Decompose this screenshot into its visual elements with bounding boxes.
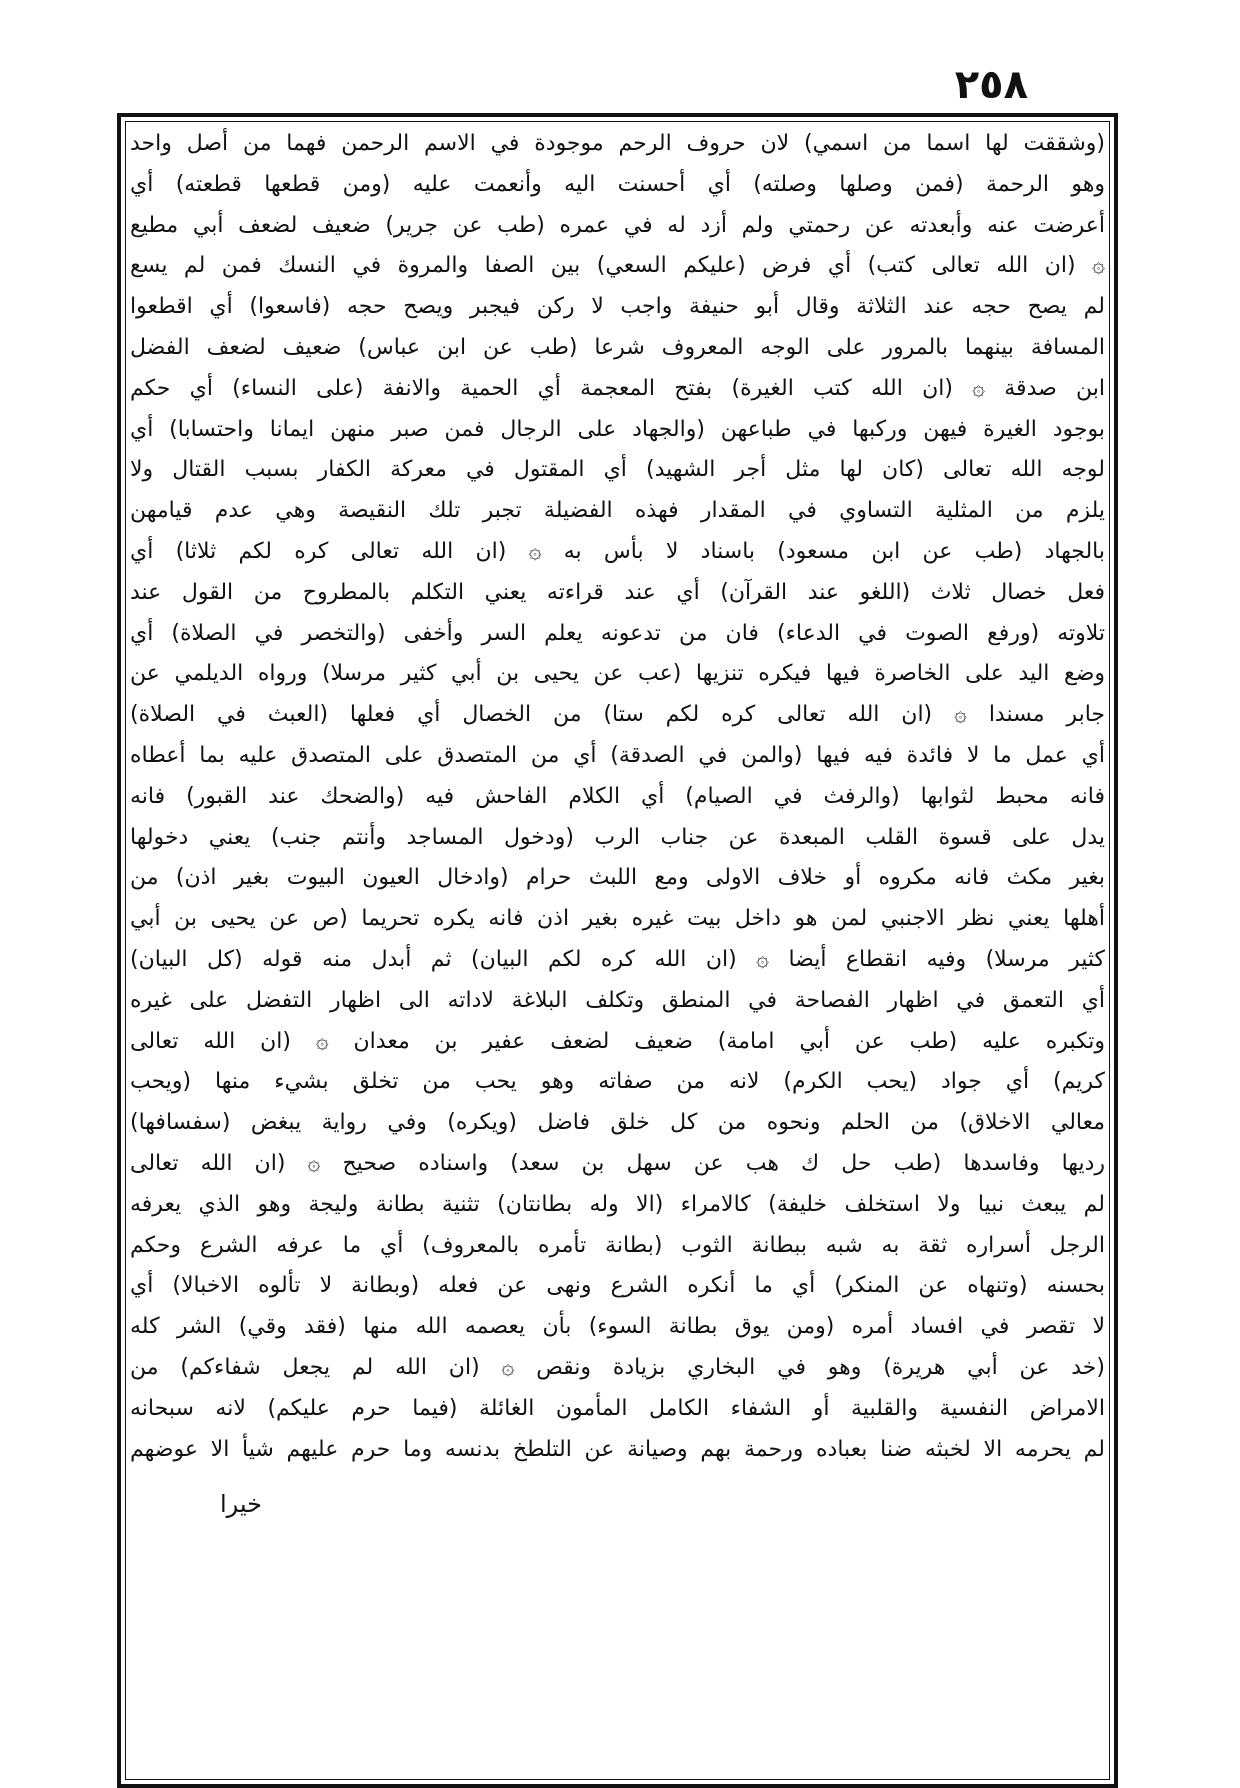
page-number: ٢٥٨ — [954, 62, 1028, 108]
text-line: بالجهاد (طب عن ابن مسعود) باسناد لا بأس به ۞ (ان الله تعالى كره لكم ثلاثا) أي — [130, 538, 1105, 564]
text-line: جابر مسندا ۞ (ان الله تعالى كره لكم ستا) من الخصال أي فعلها (العبث في الصلاة) — [130, 702, 1105, 728]
text-line: لم يصح حجه عند الثلاثة وقال أبو حنيفة واجب لا ركن فيجبر ويصح حجه (فاسعوا) أي اقطعوا — [130, 294, 1105, 320]
text-line: لوجه الله تعالى (كان لها مثل أجر الشهيد) أي المقتول في معركة الكفار بسبب القتال ولا — [130, 457, 1105, 483]
text-line: وهو الرحمة (فمن وصلها وصلته) أي أحسنت اليه وأنعمت عليه (ومن قطعها قطعته) أي — [130, 171, 1105, 197]
text-line: ۞ (ان الله تعالى كتب) أي فرض (عليكم السعي) بين الصفا والمروة في النسك فمن لم يسع — [130, 253, 1105, 279]
text-line: (وشققت لها اسما من اسمي) لان حروف الرحم موجودة في الاسم الرحمن فهما من أصل واحد — [130, 131, 1105, 156]
main-text — [130, 124, 1105, 1470]
text-line: لا تقصر في افساد أمره (ومن يوق بطانة السوء) بأن يعصمه الله منها (فقد وقي) الشر كله — [130, 1314, 1105, 1340]
text-line: كثير مرسلا) وفيه انقطاع أيضا ۞ (ان الله كره لكم البيان) ثم أبدل منه قوله (كل البيان) — [130, 946, 1105, 972]
catchword: خيرا — [220, 1490, 262, 1518]
text-line: معالي الاخلاق) من الحلم ونحوه من كل خلق فاضل (ويكره) وفي رواية يبغض (سفسافها) — [130, 1110, 1105, 1136]
text-line: كريم) أي جواد (يحب الكرم) لانه من صفاته وهو يحب من تخلق بشيء منها (ويحب — [130, 1069, 1105, 1095]
text-line: الرجل أسراره ثقة به شبه ببطانة الثوب (بطانة تأمره بالمعروف) أي ما عرفه الشرع وحكم — [130, 1232, 1105, 1258]
text-line: فانه محبط لثوابها (والرفث في الصيام) أي الكلام الفاحش فيه (والضحك عند القبور) فانه — [130, 783, 1105, 809]
text-line: بغير مكث فانه مكروه أو خلاف الاولى ومع اللبث حرام (وادخال العيون البيوت بغير اذن) من — [130, 865, 1105, 891]
text-line: (خد عن أبي هريرة) وهو في البخاري بزيادة ونقص ۞ (ان الله لم يجعل شفاءكم) من — [130, 1354, 1105, 1380]
text-line: وتكبره عليه (طب عن أبي امامة) ضعيف لضعف عفير بن معدان ۞ (ان الله تعالى — [130, 1028, 1105, 1054]
text-line: بوجود الغيرة فيهن وركبها في طباعهن (والجهاد على الرجال فمن صبر منهن ايمانا واحتسابا) أي — [130, 416, 1105, 442]
text-line: أي عمل ما لا فائدة فيه فيها (والمن في الصدقة) أي من المتصدق على المتصدق عليه بما أعطاه — [130, 742, 1105, 768]
text-line: أي التعمق في اظهار الفصاحة في المنطق وتكلف البلاغة لاداته الى اظهار التفضل على غيره — [130, 987, 1105, 1013]
text-line: الامراض النفسية والقلبية أو الشفاء الكامل المأمون الغائلة (فيما حرم عليكم) لانه سبحانه — [130, 1395, 1105, 1421]
text-line: رديها وفاسدها (طب حل ك هب عن سهل بن سعد) واسناده صحيح ۞ (ان الله تعالى — [130, 1150, 1105, 1176]
text-line: أعرضت عنه وأبعدته عن رحمتي ولم أزد له في عمره (طب عن جرير) ضعيف لضعف أبي مطيع — [130, 212, 1105, 238]
text-line: بحسنه (وتنهاه عن المنكر) أي ما أنكره الشرع ونهى عن فعله (وبطانة لا تألوه الاخبالا) أي — [130, 1273, 1105, 1299]
text-line: وضع اليد على الخاصرة فيها فيكره تنزيها (عب عن يحيى بن أبي كثير مرسلا) ورواه الديلمي عن — [130, 661, 1105, 687]
text-line: يلزم من المثلية التساوي في المقدار فهذه الفضيلة تجبر تلك النقيصة وهي عدم قيامهن — [130, 498, 1105, 524]
text-line: أهلها يعني نظر الاجنبي لمن هو داخل بيت غيره بغير اذن فانه يكره تحريما (ص عن يحيى بن أبي — [130, 906, 1105, 932]
text-line: المسافة بينهما بالمرور على الوجه المعروف شرعا (طب عن ابن عباس) ضعيف لضعف الفضل — [130, 334, 1105, 360]
text-line: فعل خصال ثلاث (اللغو عند القرآن) أي عند قراءته يعني التكلم بالمطروح من القول عند — [130, 579, 1105, 605]
text-line: لم يبعث نبيا ولا استخلف خليفة) كالامراء (الا وله بطانتان) تثنية بطانة وليجة وهو الذي يعرفه — [130, 1191, 1105, 1217]
text-line: يدل على قسوة القلب المبعدة عن جناب الرب (ودخول المساجد وأنتم جنب) يعني دخولها — [130, 824, 1105, 850]
text-line: ابن صدقة ۞ (ان الله كتب الغيرة) بفتح المعجمة أي الحمية والانفة (على النساء) أي حكم — [130, 375, 1105, 401]
text-line: تلاوته (ورفع الصوت في الدعاء) فان من تدعونه يعلم السر وأخفى (والتخصر في الصلاة) أي — [130, 620, 1105, 646]
text-line: لم يحرمه الا لخبثه ضنا بعباده ورحمة بهم وصيانة عن التلطخ بدنسه وما حرم عليهم شيأ الا عوضهم — [130, 1436, 1105, 1462]
